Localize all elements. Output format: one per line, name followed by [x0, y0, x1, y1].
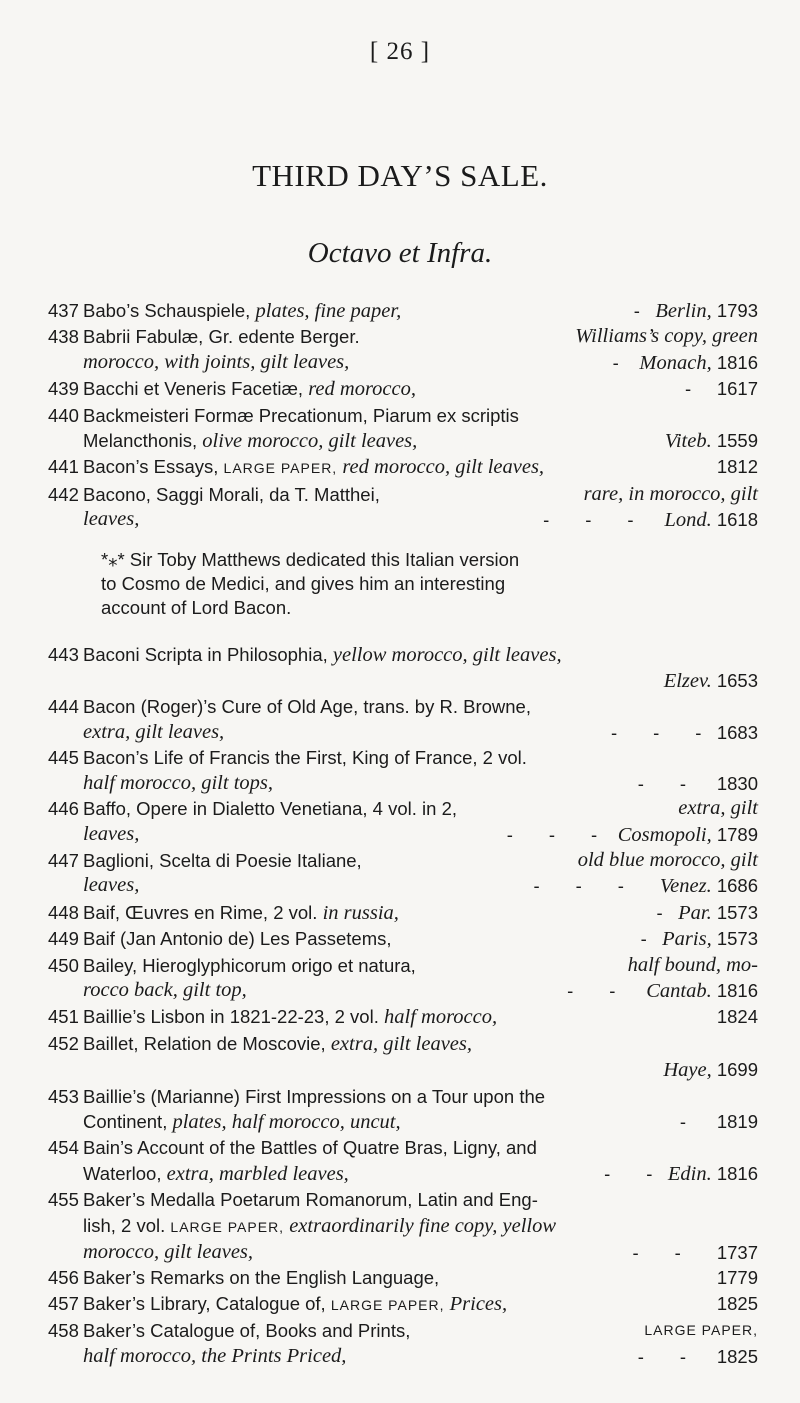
lot-number: 444	[48, 696, 79, 718]
dash-leader: -	[656, 901, 663, 923]
entry-year: 1573	[716, 928, 758, 950]
catalogue-entry-455	[48, 1187, 758, 1265]
entry-text: Backmeisteri Formæ Precationum, Piarum ex scriptis	[83, 404, 519, 426]
entry-year: 1816	[716, 351, 758, 373]
catalogue-entry-445	[48, 745, 758, 796]
entry-place: Cantab.	[646, 979, 717, 1002]
dash-leader: -	[633, 300, 640, 321]
entry-text: Bacon’s Life of Francis the First, King of France, 2 vol.	[83, 747, 527, 769]
entry-text: lish, 2 vol.	[83, 1214, 171, 1236]
entry-description: morocco, with joints, gilt leaves,	[83, 350, 350, 373]
lot-number: 439	[48, 378, 79, 400]
catalogue-entry-438	[48, 324, 758, 376]
entry-place: Venez.	[659, 875, 717, 898]
entry-description: extraordinarily fine copy, yellow	[284, 1214, 557, 1237]
entry-description: red morocco,	[308, 378, 416, 401]
entry-year: 1816	[716, 979, 758, 1001]
dash-leader: - -	[567, 979, 616, 1001]
entry-description: leaves,	[83, 874, 140, 897]
entry-description: half morocco,	[384, 1006, 498, 1029]
paper-size: LARGE PAPER,	[644, 1322, 758, 1339]
entry-description: plates, fine paper,	[255, 300, 402, 322]
dash-leader: - - -	[506, 823, 598, 845]
catalogue-entry-440	[48, 403, 758, 455]
entry-year: 1789	[716, 823, 758, 845]
entry-description: half morocco, the Prints Priced,	[83, 1344, 347, 1367]
lot-number: 450	[48, 954, 79, 976]
entry-year: 1617	[716, 378, 758, 400]
entry-year: 1819	[716, 1110, 758, 1132]
entry-year: 1699	[716, 1059, 758, 1081]
note-line: *⁎* Sir Toby Matthews dedicated this Italian version	[101, 548, 520, 570]
entry-year: 1825	[716, 1345, 758, 1367]
entry-place: Berlin,	[655, 300, 717, 322]
catalogue-list	[48, 298, 758, 1369]
lot-number: 443	[48, 643, 79, 665]
entry-description: extra, gilt leaves,	[330, 1032, 473, 1055]
entry-text: Baglioni, Scelta di Poesie Italiane,	[83, 849, 362, 871]
catalogue-entry-448	[48, 900, 758, 926]
entry-description: morocco, gilt leaves,	[83, 1241, 254, 1263]
entry-text: Baker’s Medalla Poetarum Romanorum, Latin and Eng-	[83, 1189, 538, 1211]
catalogue-entry-447	[48, 848, 758, 900]
entry-place: Par.	[678, 901, 717, 924]
entry-year: 1737	[716, 1242, 758, 1263]
lot-number: 451	[48, 1006, 79, 1028]
entry-text: Bacono, Saggi Morali, da T. Matthei,	[83, 483, 380, 505]
entry-description: in russia,	[322, 901, 399, 924]
entry-year: 1816	[716, 1162, 758, 1184]
entry-year: 1779	[716, 1267, 758, 1289]
entry-text: Baillie’s (Marianne) First Impressions on a Tour upon the	[83, 1085, 546, 1107]
entry-place: Elzev.	[663, 670, 717, 693]
lot-number: 440	[48, 404, 79, 426]
catalogue-entry-443	[48, 642, 758, 695]
entry-text: Bain’s Account of the Battles of Quatre Bras, Ligny, and	[83, 1137, 537, 1159]
paper-size: LARGE PAPER,	[330, 1296, 445, 1313]
entry-text: Baillie’s Lisbon in 1821-22-23, 2 vol.	[83, 1006, 384, 1028]
entry-text: Baif, Œuvres en Rime, 2 vol.	[83, 901, 323, 923]
entry-description: red morocco, gilt leaves,	[337, 456, 545, 479]
editor-note	[48, 548, 758, 620]
dash-leader: - - -	[533, 875, 624, 897]
entry-year: 1793	[716, 300, 758, 321]
lot-number: 454	[48, 1137, 79, 1159]
entry-description: rocco back, gilt top,	[83, 978, 247, 1001]
section-subtitle: Octavo et Infra.	[307, 237, 493, 269]
entry-text: Continent,	[83, 1110, 173, 1132]
entry-text: Baconi Scripta in Philosophia,	[83, 643, 333, 665]
catalogue-entry-458	[48, 1318, 758, 1369]
entry-description: old blue morocco, gilt	[577, 848, 758, 871]
entry-description: plates, half morocco, uncut,	[172, 1110, 401, 1133]
lot-number: 442	[48, 483, 79, 505]
catalogue-entry-442	[48, 482, 758, 534]
page-title: THIRD DAY’S SALE.	[252, 158, 548, 193]
catalogue-entry-451	[48, 1004, 758, 1030]
lot-number: 437	[48, 300, 79, 321]
lot-number: 445	[48, 747, 79, 769]
paper-size: LARGE PAPER,	[170, 1218, 285, 1235]
lot-number: 441	[48, 456, 79, 478]
entry-text: Baif (Jan Antonio de) Les Passetems,	[83, 928, 392, 950]
entry-description: extra, marbled leaves,	[166, 1162, 349, 1185]
entry-year: 1618	[716, 509, 758, 531]
catalogue-entry-450	[48, 953, 758, 1005]
entry-place: Lond.	[664, 509, 717, 532]
entry-text: Baffo, Opere in Dialetto Venetiana, 4 vol. in 2,	[83, 798, 458, 820]
lot-number: 458	[48, 1320, 79, 1342]
lot-number: 452	[48, 1032, 79, 1054]
catalogue-entry-452	[48, 1031, 758, 1084]
catalogue-entry-454	[48, 1135, 758, 1187]
catalogue-entry-444	[48, 694, 758, 745]
entry-year: 1653	[716, 670, 758, 692]
entry-place: Viteb.	[664, 430, 717, 453]
entry-year: 1686	[716, 875, 758, 897]
entry-place: Edin.	[667, 1162, 717, 1185]
entry-text: Bailey, Hieroglyphicorum origo et natura,	[83, 954, 416, 976]
dash-leader: -	[684, 378, 692, 400]
dash-leader: -	[612, 351, 619, 373]
lot-number: 449	[48, 928, 79, 950]
entry-description: olive morocco, gilt leaves,	[202, 430, 418, 453]
paper-size: LARGE PAPER,	[223, 460, 338, 477]
entry-year: 1683	[716, 721, 758, 743]
catalogue-entry-449	[48, 926, 758, 952]
lot-number: 457	[48, 1292, 79, 1314]
catalogue-entry-453	[48, 1084, 758, 1136]
dash-leader: -	[679, 1110, 686, 1132]
entry-text: Bacchi et Veneris Facetiæ,	[83, 378, 309, 400]
entry-text: Babrii Fabulæ, Gr. edente Berger.	[83, 326, 360, 348]
catalogue-entry-441	[48, 454, 758, 481]
lot-number: 448	[48, 901, 79, 923]
page-number-text: [ 26 ]	[369, 38, 431, 65]
entry-description: yellow morocco, gilt leaves,	[332, 643, 562, 666]
catalogue-entry-456	[48, 1265, 758, 1290]
entry-text: Baillet, Relation de Moscovie,	[83, 1032, 331, 1054]
entry-year: 1559	[716, 430, 758, 452]
entry-text: Babo’s Schauspiele,	[83, 300, 256, 321]
entry-description: half bound, mo-	[627, 953, 758, 976]
entry-text: Baker’s Library, Catalogue of,	[83, 1292, 331, 1314]
note-line: to Cosmo de Medici, and gives him an interesting	[101, 572, 506, 594]
entry-text: Baker’s Catalogue of, Books and Prints,	[83, 1320, 411, 1342]
entry-year: 1824	[716, 1006, 758, 1028]
dash-leader: - - -	[543, 509, 634, 531]
entry-description: rare, in morocco, gilt	[583, 482, 758, 505]
entry-year: 1812	[716, 456, 758, 478]
entry-text: Waterloo,	[83, 1162, 167, 1184]
dash-leader: - -	[637, 1345, 686, 1367]
lot-number: 456	[48, 1267, 79, 1289]
catalogue-entry-437	[48, 298, 758, 324]
entry-place: Monach,	[639, 351, 717, 374]
entry-description: extra, gilt leaves,	[83, 720, 225, 743]
lot-number: 438	[48, 326, 79, 348]
entry-text: Melancthonis,	[83, 430, 203, 452]
lot-number: 455	[48, 1189, 79, 1211]
entry-place: Paris,	[662, 928, 717, 951]
entry-description: leaves,	[83, 822, 140, 845]
entry-description: half morocco, gilt tops,	[83, 771, 273, 794]
lot-number: 453	[48, 1085, 79, 1107]
catalogue-entry-446	[48, 796, 758, 848]
dash-leader: - -	[604, 1162, 653, 1184]
entry-place: Haye,	[663, 1059, 717, 1082]
dash-leader: -	[640, 928, 647, 950]
entry-text: Bacon’s Essays,	[83, 456, 224, 478]
entry-description: extra, gilt	[678, 797, 758, 820]
note-line: account of Lord Bacon.	[101, 596, 292, 618]
entry-year: 1573	[716, 901, 758, 923]
entry-place: Cosmopoli,	[617, 823, 717, 846]
dash-leader: - -	[632, 1242, 681, 1263]
entry-text: Baker’s Remarks on the English Language,	[83, 1267, 440, 1289]
catalogue-entry-457	[48, 1291, 758, 1318]
entry-year: 1825	[716, 1292, 758, 1314]
entry-text: Bacon (Roger)’s Cure of Old Age, trans. by R. Browne,	[83, 696, 531, 718]
lot-number: 447	[48, 849, 79, 871]
dash-leader: - -	[637, 772, 686, 794]
page-number	[0, 38, 800, 66]
entry-description: Williams’s copy, green	[575, 325, 758, 348]
lot-number: 446	[48, 798, 79, 820]
entry-description: Prices,	[444, 1292, 508, 1315]
entry-description: leaves,	[83, 508, 140, 531]
catalogue-entry-439	[48, 376, 758, 402]
dash-leader: - - -	[610, 721, 702, 743]
entry-year: 1830	[716, 772, 758, 794]
